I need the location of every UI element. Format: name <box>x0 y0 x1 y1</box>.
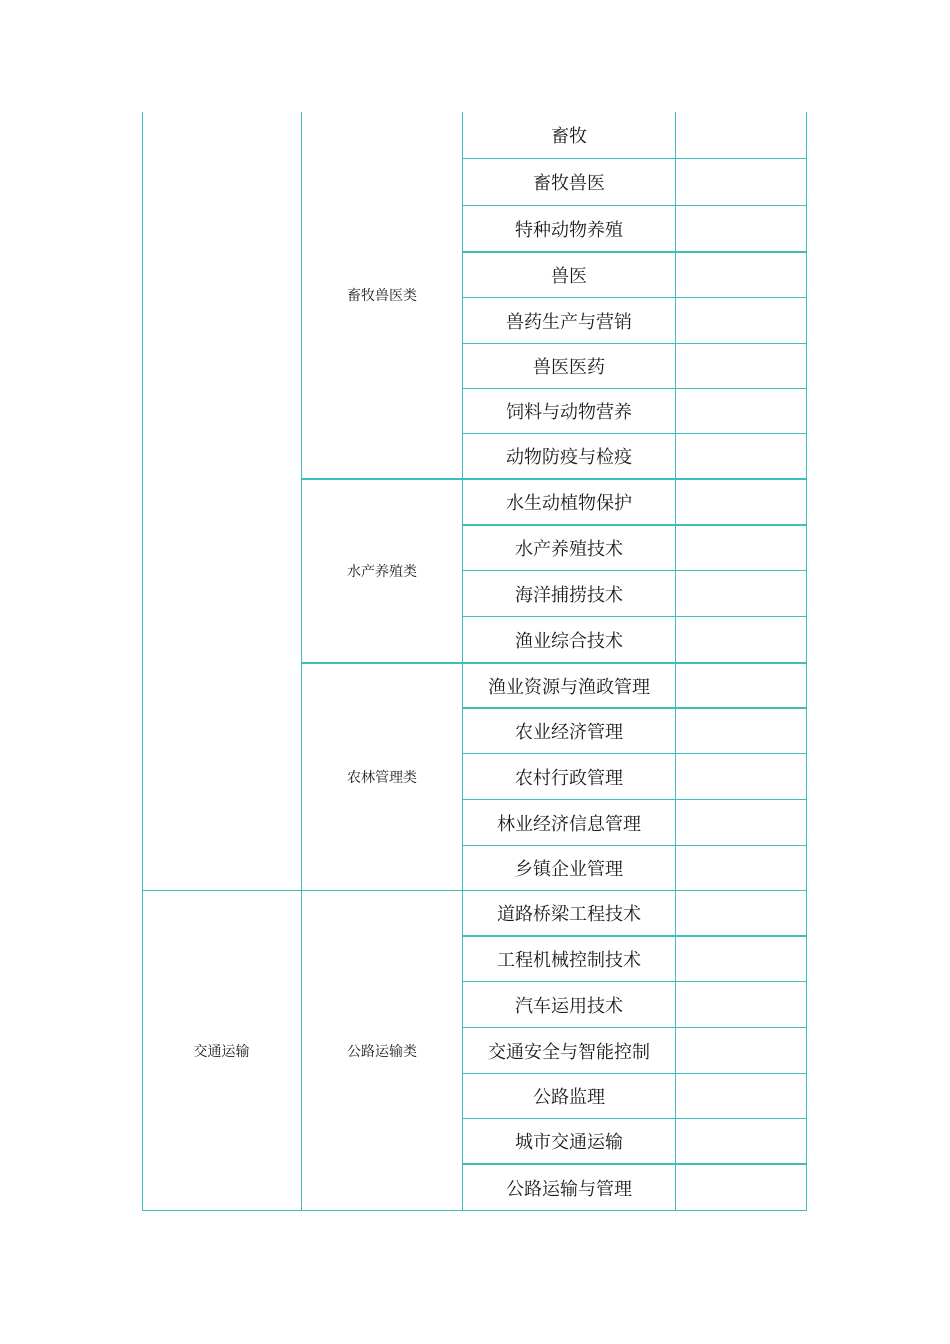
major-cell: 道路桥梁工程技术 <box>497 904 641 925</box>
major-cell: 公路运输与管理 <box>506 1178 632 1200</box>
major-cell: 林业经济信息管理 <box>497 813 641 835</box>
group-cell: 水产养殖类 <box>347 563 417 580</box>
major-cell: 兽医医药 <box>533 357 605 378</box>
major-cell: 公路监理 <box>533 1087 605 1108</box>
major-cell: 交通安全与智能控制 <box>488 1041 650 1063</box>
major-cell: 工程机械控制技术 <box>497 950 641 971</box>
major-cell: 汽车运用技术 <box>515 995 623 1017</box>
table-border-bottom <box>142 1210 807 1211</box>
group-cell: 公路运输类 <box>347 1043 417 1060</box>
major-table <box>142 112 807 1211</box>
category-cell <box>142 112 301 890</box>
major-cell: 动物防疫与检疫 <box>506 447 632 468</box>
major-cell: 水产养殖技术 <box>515 539 623 560</box>
major-cell: 兽医 <box>551 266 587 287</box>
major-cell: 海洋捕捞技术 <box>515 584 623 606</box>
major-cell: 兽药生产与营销 <box>506 311 632 333</box>
major-cell: 水生动植物保护 <box>506 493 632 514</box>
group-cell: 畜牧兽医类 <box>347 288 417 304</box>
major-cell: 畜牧 <box>551 126 587 147</box>
table-border-right <box>806 112 807 1211</box>
major-cell: 城市交通运输 <box>515 1132 623 1153</box>
major-cell: 特种动物养殖 <box>515 219 623 241</box>
group-cell: 农林管理类 <box>347 769 417 786</box>
category-cell: 交通运输 <box>193 1043 250 1060</box>
major-cell: 乡镇企业管理 <box>515 859 623 880</box>
major-cell: 饲料与动物营养 <box>506 402 632 423</box>
major-cell: 农业经济管理 <box>515 722 623 743</box>
major-cell: 农村行政管理 <box>515 767 623 789</box>
major-cell: 渔业资源与渔政管理 <box>488 676 650 698</box>
major-cell: 畜牧兽医 <box>533 173 605 194</box>
major-cell: 渔业综合技术 <box>515 630 623 652</box>
